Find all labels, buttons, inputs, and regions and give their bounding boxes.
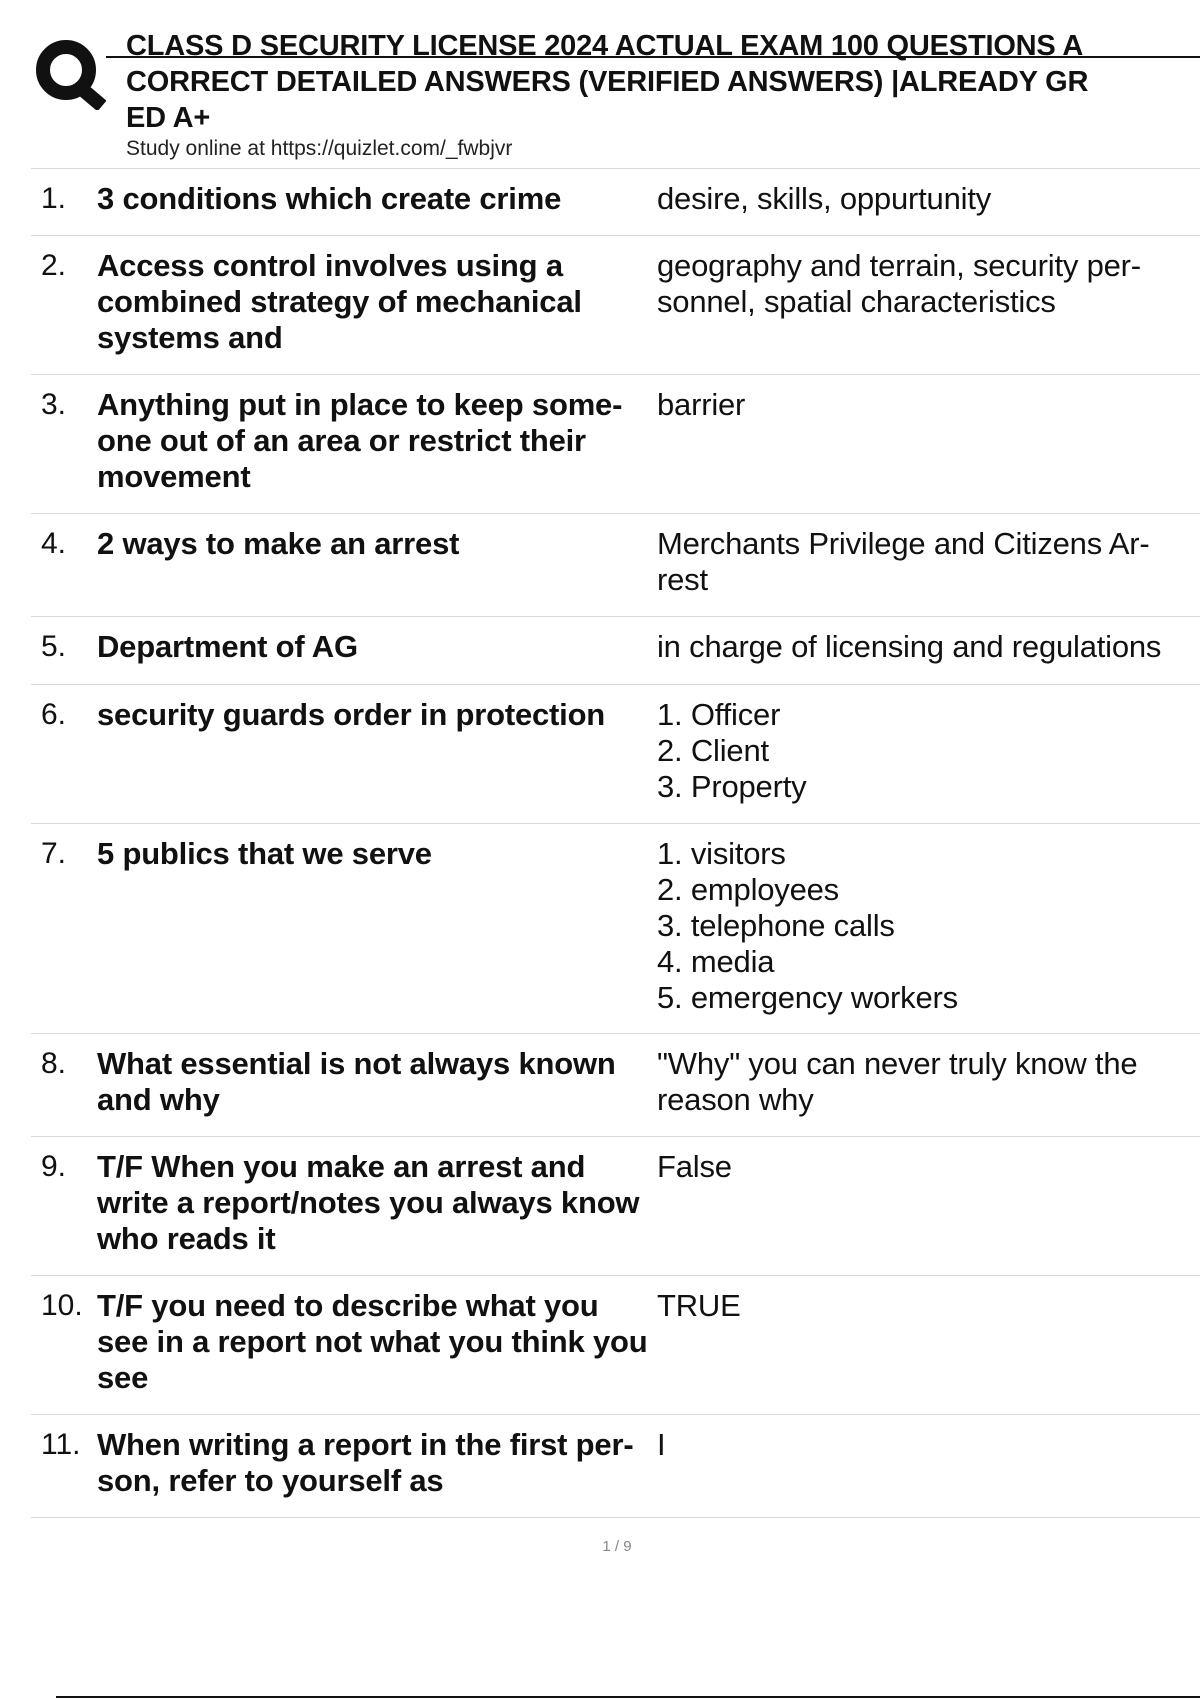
question-term: Department of AG <box>97 629 358 664</box>
answer-definition: 1. visitors 2. employees 3. telephone calls 4. media 5. emergency workers <box>657 836 958 1015</box>
answer-definition: desire, skills, oppurtunity <box>657 181 992 216</box>
question-number: 9. <box>41 1150 67 1183</box>
qa-row <box>31 1034 1200 1137</box>
page-number: 1 / 9 <box>602 1538 632 1555</box>
answer-definition: geography and terrain, security per- sonnel, spatial characteristics <box>657 248 1141 319</box>
question-number: 6. <box>41 698 67 731</box>
question-term: 3 conditions which create crime <box>97 181 562 216</box>
question-term: T/F you need to describe what you see in a report not what you think you see <box>97 1288 648 1395</box>
answer-definition: "Why" you can never truly know the reason why <box>657 1046 1138 1117</box>
answer-definition: 1. Officer 2. Client 3. Property <box>657 697 807 804</box>
qa-row <box>31 685 1200 824</box>
answer-definition: I <box>657 1427 666 1462</box>
document-title <box>126 28 1200 136</box>
answer-definition: False <box>657 1149 732 1184</box>
page-header <box>0 0 1200 170</box>
answer-definition: in charge of licensing and regulations <box>657 629 1162 664</box>
question-term: 5 publics that we serve <box>97 836 432 871</box>
qa-list <box>31 168 1200 1518</box>
question-number: 11. <box>41 1428 81 1461</box>
question-number: 10. <box>41 1289 83 1322</box>
question-term: security guards order in protection <box>97 697 606 732</box>
study-online-link[interactable]: Study online at https://quizlet.com/_fwbjvr <box>126 137 513 160</box>
question-term: 2 ways to make an arrest <box>97 526 460 561</box>
title-line: CORRECT DETAILED ANSWERS (VERIFIED ANSWERS) |ALREADY GR <box>126 66 1089 98</box>
question-number: 3. <box>41 388 67 421</box>
question-term: Access control involves using a combined strategy of mechanical systems and <box>97 248 582 355</box>
question-term: When writing a report in the first per-son, refer to yourself as <box>97 1427 634 1498</box>
question-term: What essential is not always known and why <box>97 1046 616 1117</box>
answer-definition: Merchants Privilege and Citizens Ar- rest <box>657 526 1150 597</box>
title-line: CLASS D SECURITY LICENSE 2024 ACTUAL EXAM 100 QUESTIONS A <box>126 30 1084 62</box>
qa-row <box>31 1415 1200 1518</box>
question-number: 5. <box>41 630 67 663</box>
answer-definition: barrier <box>657 387 746 422</box>
qa-row <box>31 375 1200 514</box>
qa-row <box>31 617 1200 685</box>
question-number: 8. <box>41 1047 67 1080</box>
question-number: 4. <box>41 527 67 560</box>
question-number: 7. <box>41 837 67 870</box>
question-term: Anything put in place to keep some-one out of an area or restrict their movement <box>97 387 623 494</box>
qa-row <box>31 236 1200 375</box>
question-number: 2. <box>41 249 67 282</box>
answer-definition: TRUE <box>657 1288 741 1323</box>
qa-row <box>31 169 1200 236</box>
footer-rule <box>56 1696 1200 1698</box>
qa-row <box>31 514 1200 617</box>
question-term: T/F When you make an arrest and write a report/notes you always know who reads it <box>97 1149 640 1256</box>
qa-row <box>31 1137 1200 1276</box>
quizlet-q-logo-icon <box>32 34 106 110</box>
qa-row <box>31 1276 1200 1415</box>
question-number: 1. <box>41 182 67 215</box>
title-line: ED A+ <box>126 102 211 134</box>
qa-row <box>31 824 1200 1034</box>
